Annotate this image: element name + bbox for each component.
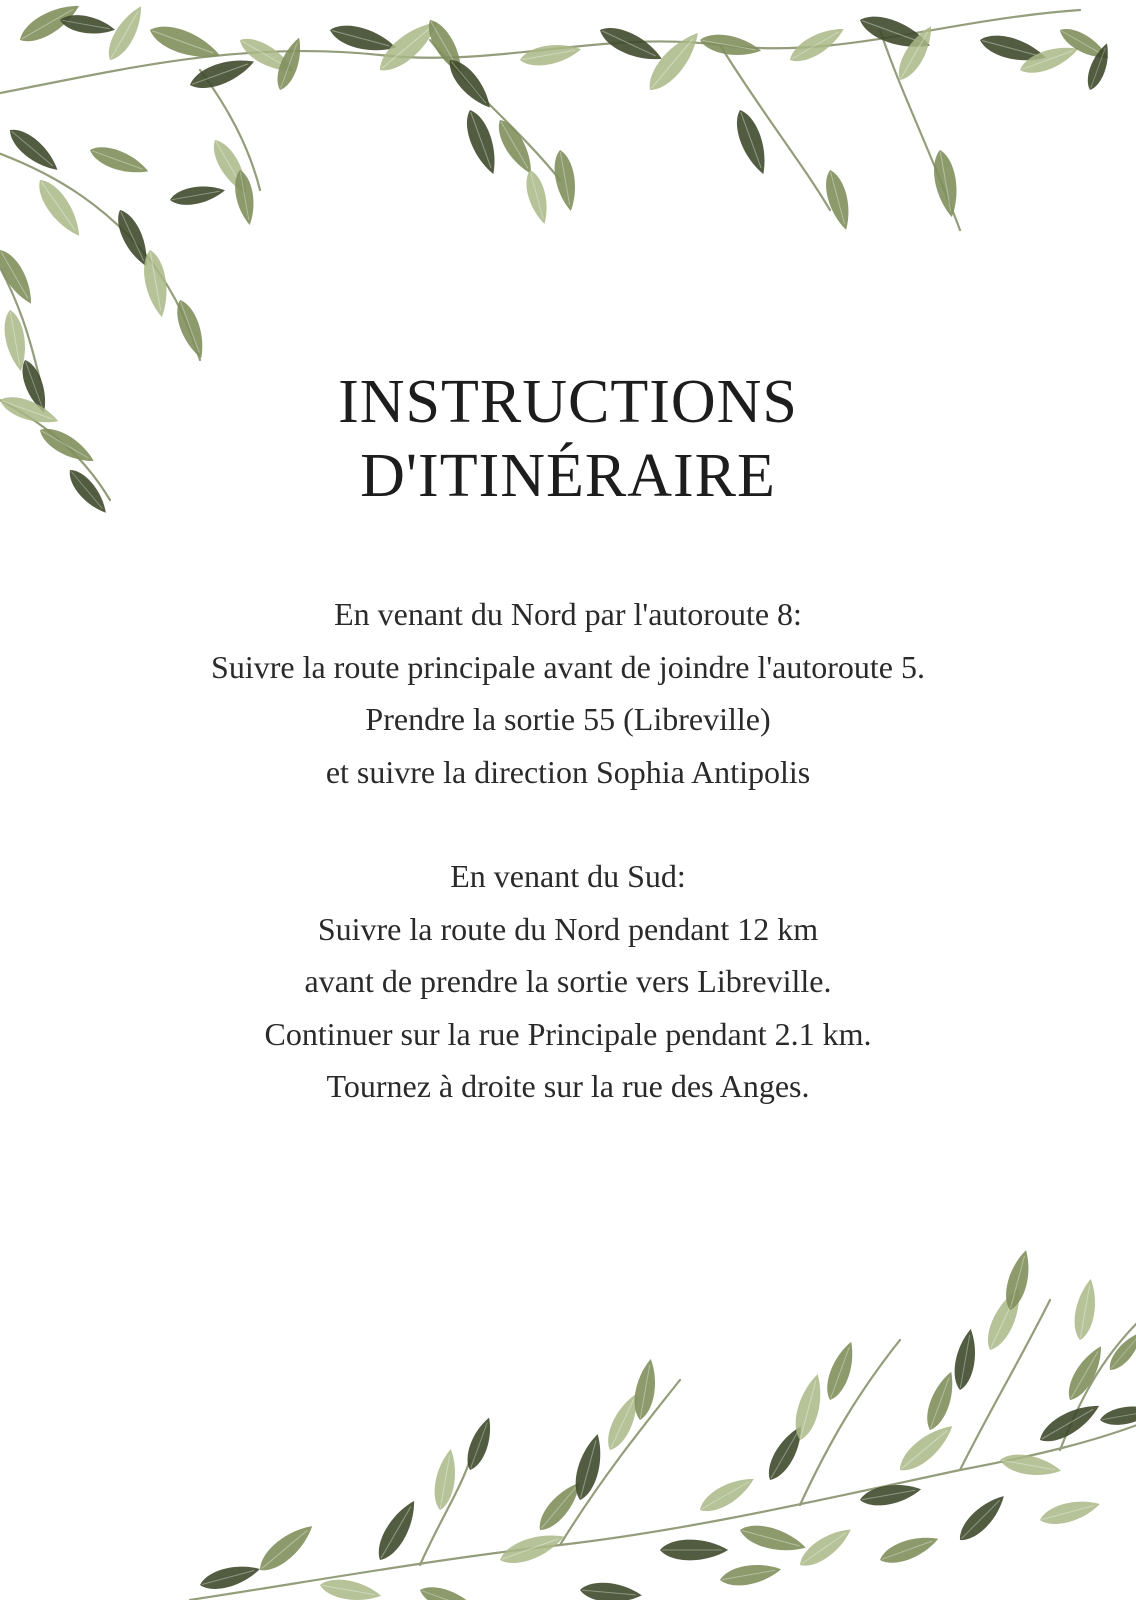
leaf-vein-icon [982,41,1039,56]
leaf-vein-icon [771,1432,798,1479]
title-line-1: INSTRUCTIONS [338,368,798,436]
directions-from-south [0,850,1136,1113]
leaf-icon [785,21,848,68]
leaf-vein-icon [940,152,950,210]
leaf-vein-icon [431,22,458,69]
leaf-vein-icon [502,1539,558,1559]
leaf-icon [422,15,469,78]
leaf-icon [518,40,582,69]
leaf-icon [318,1576,382,1600]
leaf-vein-icon [262,1530,308,1568]
leaf-vein-icon [862,1490,915,1499]
leaf-vein-icon [801,1380,816,1437]
leaf-vein-icon [471,1423,488,1469]
leaf-vein-icon [381,1507,411,1558]
leaf-icon [169,182,227,208]
leaf-vein-icon [741,112,761,168]
leaf-vein-icon [581,1440,596,1497]
leaf-icon [533,1476,587,1536]
leaf-vein-icon [322,1585,375,1594]
north-line-4: et suivre la direction Sophia Antipolis [325,753,811,790]
leaf-vein-icon [1042,1506,1094,1520]
leaf-icon [1001,1248,1035,1313]
leaf-icon [102,2,149,65]
leaf-icon [951,1327,980,1391]
south-line-4: Continuer sur la rue Principale pendant 2.1 km. [264,1015,872,1052]
leaf-icon [596,21,667,69]
leaf-icon [272,35,307,93]
leaf-icon [1,308,30,372]
leaf-vein-icon [181,302,199,353]
leaf-icon [570,1431,608,1502]
north-line-1: En venant du Nord par l'autoroute 8: [334,596,802,632]
leaf-icon [893,1418,959,1478]
leaf-icon [235,32,298,79]
leaf-vein-icon [150,252,160,310]
leaf-vein-icon [1011,1256,1025,1308]
leaf-vein-icon [242,41,289,68]
leaf-icon [821,1339,860,1404]
leaf-vein-icon [1002,1460,1055,1469]
north-line-2: Suivre la route principale avant de joindre l'autoroute 5. [211,648,925,685]
leaf-vein-icon [991,1294,1016,1348]
leaf-icon [253,1518,319,1578]
leaf-vein-icon [216,142,243,189]
leaf-icon [460,106,503,177]
leaf-icon [858,1480,922,1509]
leaf-icon [371,1496,423,1565]
leaf-icon [186,52,257,95]
leaf-icon [522,168,553,226]
leaf-vein-icon [831,172,845,224]
leaf-icon [762,1422,809,1485]
leaf-vein-icon [831,1347,849,1398]
leaf-vein-icon [702,40,755,49]
leaf-vein-icon [22,9,73,39]
leaf-vein-icon [742,1531,799,1546]
leaf-vein-icon [471,112,491,168]
page-title [0,365,1136,513]
leaf-vein-icon [522,50,575,59]
leaf-vein-icon [1080,1285,1089,1338]
leaf-vein-icon [901,32,928,79]
leaf-icon [730,106,773,177]
leaf-vein-icon [202,1571,254,1585]
leaf-icon [1056,23,1113,66]
leaf-vein-icon [12,131,53,166]
south-line-2: Suivre la route du Nord pendant 12 km [317,910,819,947]
leaf-icon [1071,1277,1100,1341]
leaf-vein-icon [902,1430,948,1468]
south-line-5: Tournez à droite sur la rue des Anges. [326,1068,810,1104]
leaf-vein-icon [1,252,28,299]
leaf-vein-icon [541,1487,576,1528]
leaf-icon [87,141,152,180]
leaf-vein-icon [451,62,486,103]
leaf-vein-icon [10,312,19,365]
leaf-vein-icon [382,27,432,69]
leaf-icon [718,1560,782,1589]
directions-text [0,588,1136,1113]
leaf-icon [373,14,444,79]
leaf-icon [443,54,497,114]
leaf-icon [417,1581,482,1600]
leaf-icon [1104,1327,1136,1375]
leaf-vein-icon [172,191,220,199]
leaf-vein-icon [1111,1336,1136,1369]
leaf-icon [737,1520,808,1558]
leaf-vein-icon [802,1533,846,1564]
leaf-vein-icon [961,1500,999,1538]
leaf-vein-icon [792,32,839,59]
leaf-icon [821,168,855,233]
leaf-vein-icon [1102,1411,1136,1419]
leaf-icon [171,297,210,362]
north-line-3: Prendre la sortie 55 (Libreville) [365,701,771,737]
leaf-icon [59,12,117,38]
leaf-icon [1035,1397,1104,1449]
leaf-vein-icon [560,152,569,205]
leaf-vein-icon [281,43,298,89]
leaf-icon [1099,1402,1136,1428]
leaf-icon [551,148,580,212]
leaf-icon [641,26,706,97]
leaf-icon [431,1447,460,1511]
leaf-vein-icon [92,151,143,169]
leaf-icon [1083,41,1114,93]
leaf-icon [1038,1495,1103,1529]
leaf-vein-icon [152,31,213,53]
directions-from-north [0,588,1136,798]
leaf-icon [930,148,962,219]
leaf-vein-icon [931,1377,949,1428]
leaf-vein-icon [1022,51,1073,69]
leaf-icon [953,1490,1010,1547]
leaf-vein-icon [62,20,110,28]
leaf-icon [496,1527,567,1570]
leaf-icon [32,174,88,242]
leaf-vein-icon [582,1590,636,1595]
leaf-vein-icon [422,1591,473,1600]
leaf-icon [1062,1342,1109,1405]
leaf-icon [856,9,934,56]
leaf-vein-icon [1071,1352,1098,1399]
leaf-icon [790,1371,828,1442]
title-line-2: D'ITINÉRAIRE [360,442,776,510]
leaf-vein-icon [501,122,528,169]
leaf-icon [232,169,258,227]
leaf-icon [921,1369,960,1434]
leaf-vein-icon [1091,48,1106,89]
leaf-icon [660,1540,728,1561]
leaf-vein-icon [702,1482,749,1509]
leaf-icon [977,30,1048,68]
leaf-vein-icon [41,182,75,231]
leaf-icon [462,1415,497,1473]
leaf-icon [579,1581,642,1600]
leaf-vein-icon [722,1570,775,1579]
leaf-vein-icon [440,1455,449,1508]
leaf-vein-icon [530,172,543,219]
leaf-icon [795,1522,857,1573]
leaf-vein-icon [862,21,923,43]
leaf-icon [492,115,539,178]
leaf-vein-icon [1042,1409,1093,1439]
leaf-icon [981,1284,1029,1355]
leaf-vein-icon [240,172,248,220]
leaf-icon [111,206,154,270]
leaf-vein-icon [111,12,138,59]
leaf-icon [877,1530,942,1569]
leaf-icon [601,1390,644,1454]
leaf-icon [327,20,398,58]
leaf-vein-icon [121,212,144,261]
leaf-vein-icon [882,1541,933,1559]
leaf-icon [1017,40,1082,79]
leaf-icon [698,31,762,60]
leaf-icon [695,1471,758,1518]
leaf-vein-icon [611,1399,634,1448]
leaf-icon [998,1451,1062,1480]
leaf-icon [0,245,39,308]
south-line-3: avant de prendre la sortie vers Libreville. [304,963,832,999]
leaf-icon [631,1357,660,1421]
leaf-icon [892,22,939,85]
leaf-vein-icon [192,64,248,84]
leaf-icon [207,135,254,198]
leaf-vein-icon [602,31,656,56]
leaf-vein-icon [652,39,694,89]
leaf-vein-icon [960,1335,969,1388]
leaf-vein-icon [332,31,389,46]
leaf-vein-icon [1062,31,1104,55]
leaf-icon [4,123,64,177]
leaf-icon [146,19,224,66]
leaf-icon [140,248,172,319]
leaf-vein-icon [640,1365,649,1418]
leaf-icon [198,1560,263,1594]
leaf-icon [15,0,84,49]
south-line-1: En venant du Sud: [450,858,686,894]
